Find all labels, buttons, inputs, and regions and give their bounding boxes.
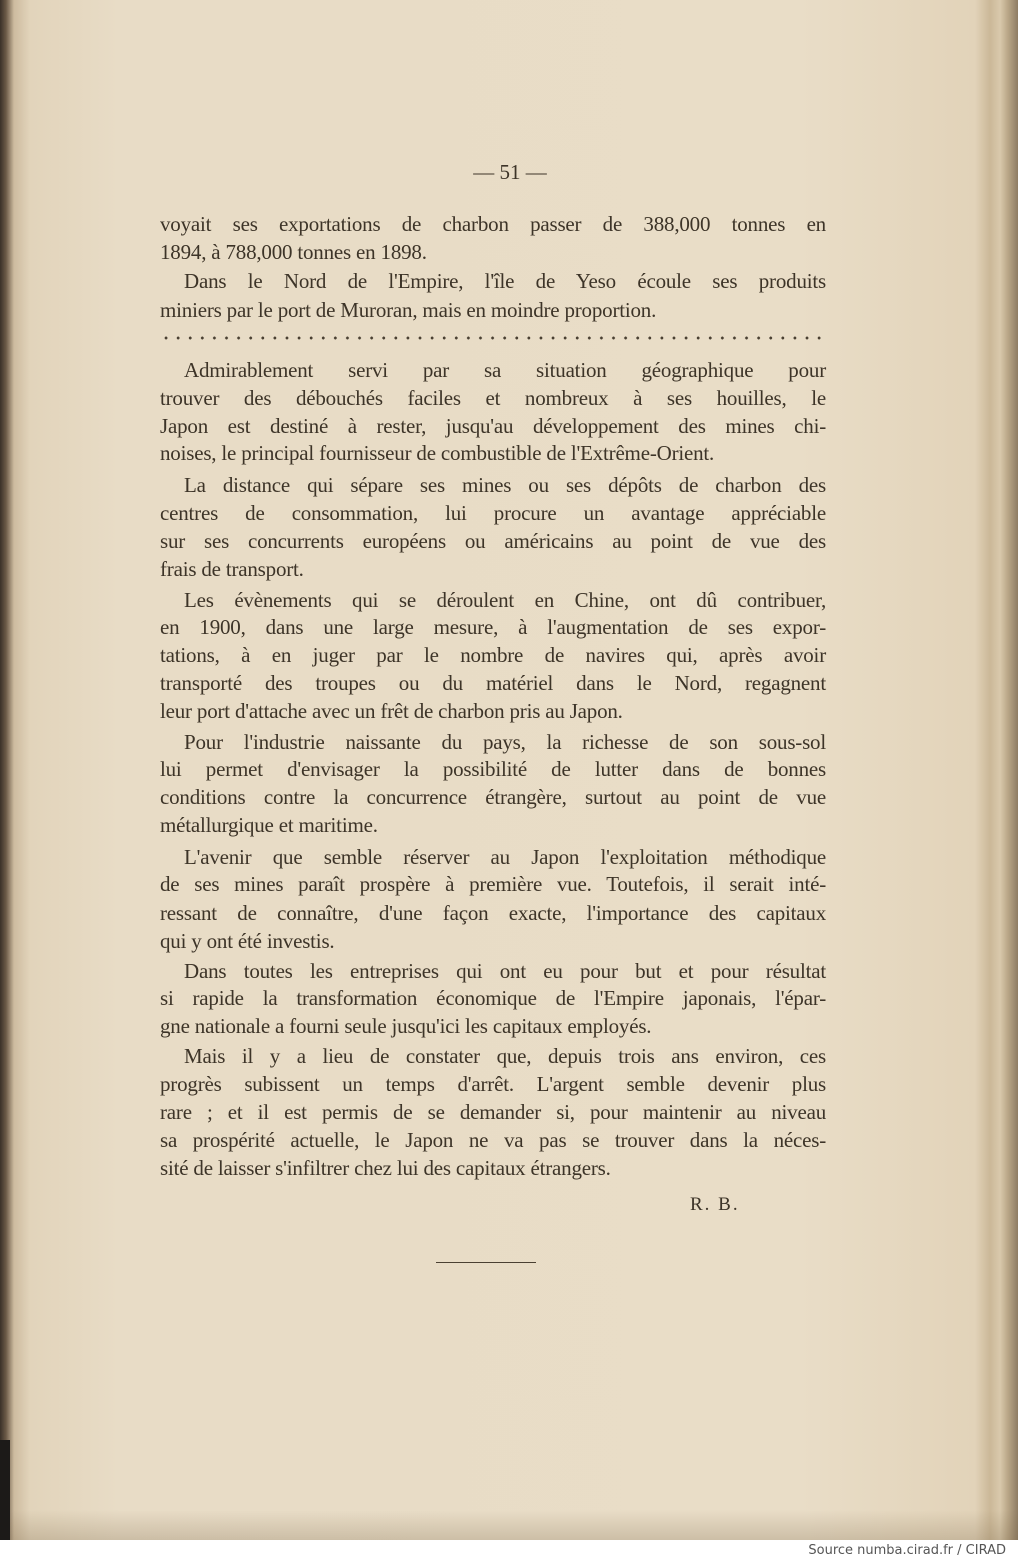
text-line: transporté des troupes ou du matériel dans le Nord, regagnent (160, 671, 826, 695)
text-line: qui y ont été investis. (160, 929, 335, 953)
text-line: noises, le principal fournisseur de combustible de l'Extrême-Orient. (160, 441, 715, 465)
end-rule (436, 1262, 536, 1263)
text-line: si rapide la transformation économique de l'Empire japonais, l'épar- (160, 986, 826, 1010)
text-line: rare ; et il est permis de se demander si, pour maintenir au niveau (160, 1100, 826, 1124)
text-line: progrès subissent un temps d'arrêt. L'argent semble devenir plus (160, 1072, 826, 1096)
text-line: Japon est destiné à rester, jusqu'au développement des mines chi- (160, 414, 826, 438)
text-line: voyait ses exportations de charbon passer de 388,000 tonnes en (160, 212, 826, 236)
signature: R. B. (690, 1194, 740, 1215)
text-line: Les évènements qui se déroulent en Chine, ont dû contribuer, (184, 588, 826, 612)
text-line: 1894, à 788,000 tonnes en 1898. (160, 240, 427, 264)
text-line: trouver des débouchés faciles et nombreux à ses houilles, le (160, 386, 826, 410)
text-line: La distance qui sépare ses mines ou ses dépôts de charbon des (184, 473, 826, 497)
text-line: conditions contre la concurrence étrangère, surtout au point de vue (160, 785, 826, 809)
text-line: Pour l'industrie naissante du pays, la richesse de son sous-sol (184, 730, 826, 754)
binding-edge (0, 1440, 10, 1540)
text-line: miniers par le port de Muroran, mais en moindre proportion. (160, 298, 657, 322)
text-line: Dans le Nord de l'Empire, l'île de Yeso écoule ses produits (184, 269, 826, 293)
text-line: frais de transport. (160, 557, 304, 581)
text-line: leur port d'attache avec un frêt de charbon pris au Japon. (160, 699, 623, 723)
text-line: gne nationale a fourni seule jusqu'ici les capitaux employés. (160, 1014, 652, 1038)
text-line: ressant de connaître, d'une façon exacte, l'importance des capitaux (160, 901, 826, 925)
text-line: Admirablement servi par sa situation géographique pour (184, 358, 826, 382)
text-line: lui permet d'envisager la possibilité de lutter dans de bonnes (160, 757, 826, 781)
text-line: en 1900, dans une large mesure, à l'augmentation de ses expor- (160, 615, 826, 639)
text-line: Dans toutes les entreprises qui ont eu pour but et pour résultat (184, 959, 826, 983)
text-line: L'avenir que semble réserver au Japon l'exploitation méthodique (184, 845, 826, 869)
source-credit: Source numba.cirad.fr / CIRAD (808, 1543, 1006, 1558)
text-line: sité de laisser s'infiltrer chez lui des capitaux étrangers. (160, 1156, 611, 1180)
text-line: centres de consommation, lui procure un avantage appréciable (160, 501, 826, 525)
text-line: tations, à en juger par le nombre de navires qui, après avoir (160, 643, 826, 667)
text-line: métallurgique et maritime. (160, 813, 378, 837)
page-number: — 51 — (473, 160, 547, 184)
dotted-separator (160, 336, 826, 340)
text-line: de ses mines paraît prospère à première vue. Toutefois, il serait inté- (160, 872, 826, 896)
text-line: Mais il y a lieu de constater que, depuis trois ans environ, ces (184, 1044, 826, 1068)
text-line: sur ses concurrents européens ou américains au point de vue des (160, 529, 826, 553)
text-line: sa prospérité actuelle, le Japon ne va pas se trouver dans la néces- (160, 1128, 826, 1152)
